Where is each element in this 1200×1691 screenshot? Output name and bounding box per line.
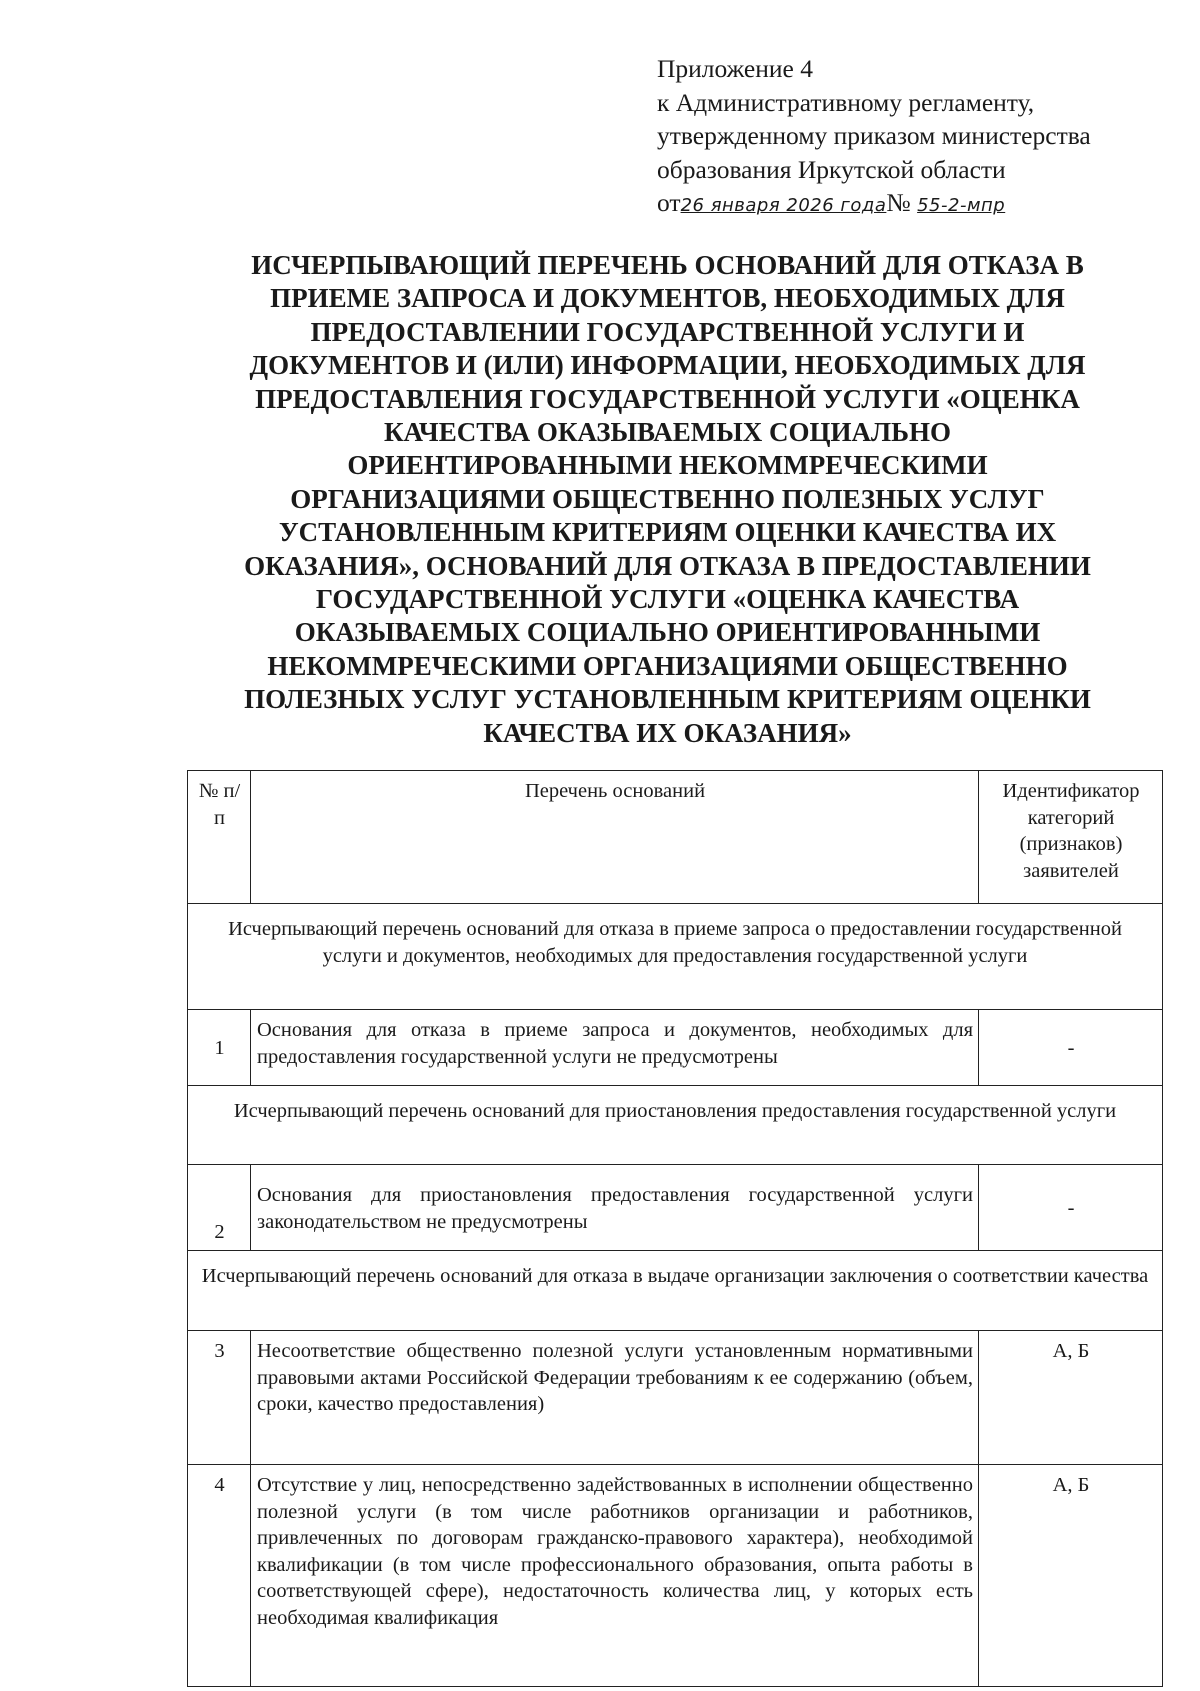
table-row — [188, 1331, 1163, 1465]
title-line: ПРИЕМЕ ЗАПРОСА И ДОКУМЕНТОВ, НЕОБХОДИМЫХ ДЛЯ — [270, 283, 1065, 314]
table-row — [188, 1465, 1163, 1687]
handwritten-number: 55-2-мпр — [917, 195, 1006, 216]
row-num: 2 — [188, 1165, 251, 1251]
header-grounds: Перечень оснований — [251, 771, 979, 904]
handwritten-date: 26 января 2026 года — [680, 195, 887, 216]
section-row — [188, 904, 1163, 1010]
row-text: Основания для приостановления предоставления государственной услуги законодательством не предусмотрены — [251, 1165, 979, 1251]
row-num: 1 — [188, 1010, 251, 1086]
title-line: ПРЕДОСТАВЛЕНИИ ГОСУДАРСТВЕННОЙ УСЛУГИ И — [310, 316, 1025, 347]
title-line: ГОСУДАРСТВЕННОЙ УСЛУГИ «ОЦЕНКА КАЧЕСТВА — [315, 584, 1020, 615]
appendix-line-2: к Административному регламенту, — [657, 87, 1035, 117]
table-row — [188, 1010, 1163, 1086]
title-line: ДОКУМЕНТОВ И (ИЛИ) ИНФОРМАЦИИ, НЕОБХОДИМЫХ ДЛЯ — [249, 350, 1086, 381]
date-prefix: от — [657, 188, 681, 217]
appendix-date-line — [657, 186, 1177, 223]
row-identifier: - — [979, 1010, 1163, 1086]
header-num: № п/п — [188, 771, 251, 904]
title-line: КАЧЕСТВА ИХ ОКАЗАНИЯ» — [483, 717, 852, 748]
number-prefix: № — [886, 188, 911, 217]
row-text: Основания для отказа в приеме запроса и документов, необходимых для предоставления государственной услуги не предусмотрены — [251, 1010, 979, 1086]
title-line: ОРИЕНТИРОВАННЫМИ НЕКОММРЕЧЕСКИМИ — [347, 450, 988, 481]
section-heading: Исчерпывающий перечень оснований для приостановления предоставления государственной услуги — [188, 1086, 1163, 1165]
header-identifier: Идентификатор категорий (признаков) заявителей — [979, 771, 1163, 904]
row-text: Несоответствие общественно полезной услуги установленным нормативными правовыми актами Российской Федерации требованиям к ее содержанию (объем, сроки, качество предоставления) — [251, 1331, 979, 1465]
title-line: ОКАЗАНИЯ», ОСНОВАНИЙ ДЛЯ ОТКАЗА В ПРЕДОСТАВЛЕНИИ — [244, 550, 1091, 581]
row-identifier: А, Б — [979, 1465, 1163, 1687]
title-line: ОРГАНИЗАЦИЯМИ ОБЩЕСТВЕННО ПОЛЕЗНЫХ УСЛУГ — [290, 483, 1045, 514]
appendix-line-3: утвержденному приказом министерства — [657, 121, 1091, 150]
grounds-table — [187, 770, 1163, 1687]
document-title — [200, 249, 1135, 750]
title-line: УСТАНОВЛЕННЫМ КРИТЕРИЯМ ОЦЕНКИ КАЧЕСТВА ИХ — [278, 517, 1057, 548]
title-line: ИСЧЕРПЫВАЮЩИЙ ПЕРЕЧЕНЬ ОСНОВАНИЙ ДЛЯ ОТКАЗА В — [251, 250, 1084, 280]
title-line: КАЧЕСТВА ОКАЗЫВАЕМЫХ СОЦИАЛЬНО — [383, 417, 952, 448]
title-line: ОКАЗЫВАЕМЫХ СОЦИАЛЬНО ОРИЕНТИРОВАННЫМИ — [294, 617, 1041, 648]
section-row — [188, 1086, 1163, 1165]
title-line: ПОЛЕЗНЫХ УСЛУГ УСТАНОВЛЕННЫМ КРИТЕРИЯМ ОЦЕНКИ — [244, 684, 1091, 715]
table-row — [188, 1165, 1163, 1251]
appendix-block — [657, 52, 1177, 223]
section-row — [188, 1251, 1163, 1331]
title-line: ПРЕДОСТАВЛЕНИЯ ГОСУДАРСТВЕННОЙ УСЛУГИ «ОЦЕНКА — [255, 383, 1080, 414]
row-identifier: А, Б — [979, 1331, 1163, 1465]
section-heading: Исчерпывающий перечень оснований для отказа в приеме запроса о предоставлении государственной услуги и документов, необходимых для предоставления государственной услуги — [188, 904, 1163, 1010]
section-heading: Исчерпывающий перечень оснований для отказа в выдаче организации заключения о соответствии качества — [188, 1251, 1163, 1331]
row-num: 4 — [188, 1465, 251, 1687]
title-line: НЕКОММРЕЧЕСКИМИ ОРГАНИЗАЦИЯМИ ОБЩЕСТВЕННО — [267, 650, 1068, 681]
row-text: Отсутствие у лиц, непосредственно задействованных в исполнении общественно полезной услуги (в том числе работников организации и работников, привлеченных по договорам гражданско-правового характера), необходимой квалификации (в том числе профессионального образования, опыта работы в соответствующей сфере), недостаточность количества лиц, у которых есть необходимая квалификация — [251, 1465, 979, 1687]
row-num: 3 — [188, 1331, 251, 1465]
appendix-line-4: образования Иркутской области — [657, 154, 1006, 184]
table-header-row — [188, 771, 1163, 904]
row-identifier: - — [979, 1165, 1163, 1251]
appendix-line-1: Приложение 4 — [657, 54, 813, 83]
